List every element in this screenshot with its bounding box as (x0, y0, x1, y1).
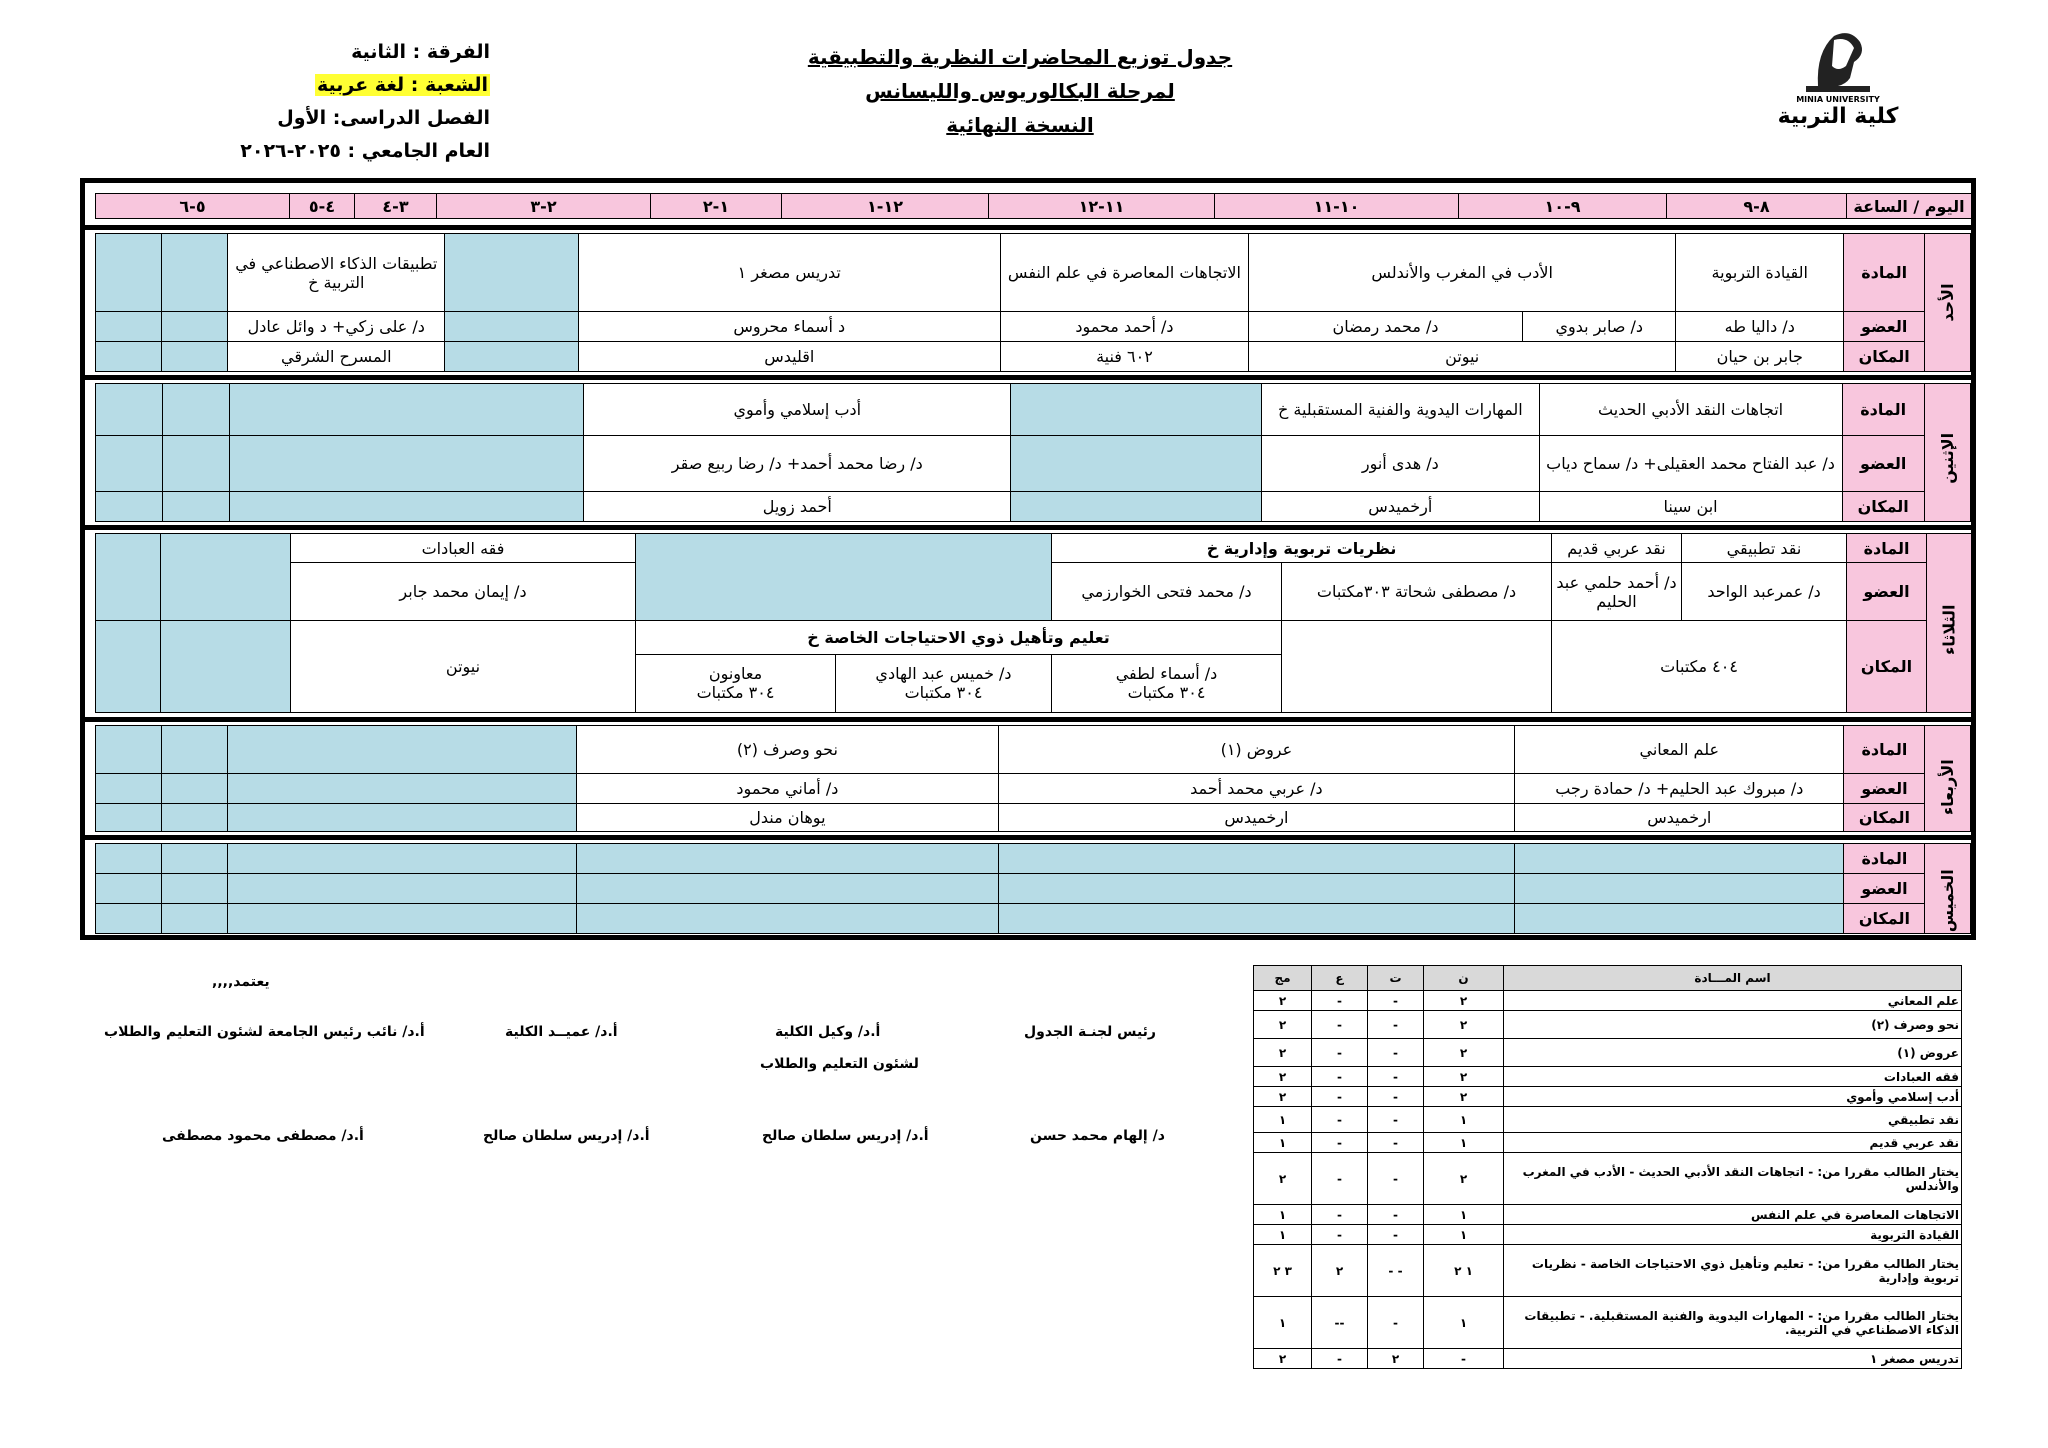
wednesday-subject-3: نحو وصرف (٢) (577, 726, 998, 774)
course-cell-a: - (1312, 1039, 1368, 1067)
row-label-subject: المادة (1847, 534, 1927, 563)
sunday-place-4: اقليدس (578, 342, 1001, 372)
course-cell-name: علم المعاني (1504, 991, 1962, 1011)
empty-cell (161, 621, 291, 713)
empty-cell (1011, 436, 1262, 492)
monday-subject-2: المهارات اليدوية والفنية المستقبلية خ (1262, 384, 1539, 436)
sunday-place-2: نيوتن (1248, 342, 1676, 372)
course-cell-a: - (1312, 1133, 1368, 1153)
course-cell-a: - (1312, 1087, 1368, 1107)
empty-cell (1011, 492, 1262, 522)
row-label-member: العضو (1842, 436, 1924, 492)
empty-cell (229, 384, 583, 436)
empty-cell (96, 874, 162, 904)
course-cell-n: ١ (1424, 1225, 1504, 1245)
hour-slot: ٨-٩ (1667, 194, 1847, 219)
signer-2: أ.د/ إدريس سلطان صالح (762, 1128, 929, 1144)
course-cell-t: - (1368, 1067, 1424, 1087)
course-cell-n: ٢ (1424, 1067, 1504, 1087)
committee-label: رئيس لجنـة الجدول (1024, 1024, 1156, 1040)
hour-slot: ١٠-١١ (1215, 194, 1459, 219)
monday-block (95, 383, 1971, 522)
course-cell-sum: ١ (1254, 1133, 1312, 1153)
empty-cell (161, 874, 227, 904)
empty-cell (1011, 384, 1262, 436)
course-cell-sum: ٢ (1254, 991, 1312, 1011)
approve-label: يعتمد,,,, (212, 974, 270, 990)
thursday-block (95, 843, 1971, 934)
empty-cell (636, 534, 1052, 621)
course-cell-n: ٢ (1424, 1039, 1504, 1067)
course-cell-name: نقد تطبيقي (1504, 1107, 1962, 1133)
semester-label: الفصل الدراسى: الأول (277, 107, 490, 129)
sunday-member-3: د/ أحمد محمود (1001, 312, 1249, 342)
day-sunday: الأحد (1925, 234, 1971, 372)
empty-cell (1515, 874, 1844, 904)
col-header-n: ن (1424, 966, 1504, 991)
empty-cell (229, 436, 583, 492)
monday-subject-1: اتجاهات النقد الأدبي الحديث (1539, 384, 1842, 436)
monday-member-2: د/ هدى أنور (1262, 436, 1539, 492)
course-cell-a: ٢ (1312, 1245, 1368, 1297)
header-info (230, 36, 490, 168)
empty-cell (96, 234, 162, 312)
course-row (1254, 1297, 1962, 1349)
course-cell-name: نحو وصرف (٢) (1504, 1011, 1962, 1039)
course-row (1254, 1225, 1962, 1245)
sunday-member-2a: د/ صابر بدوي (1523, 312, 1676, 342)
empty-cell (1282, 621, 1552, 713)
schedule-grid (80, 178, 1976, 940)
year-label: العام الجامعي : ٢٠٢٥-٢٠٢٦ (240, 140, 490, 162)
course-cell-name: نقد عربي قديم (1504, 1133, 1962, 1153)
empty-cell (161, 804, 227, 832)
course-row (1254, 1133, 1962, 1153)
course-cell-t: - (1368, 1225, 1424, 1245)
group-label: الفرقة : الثانية (351, 41, 490, 63)
row-label-subject: المادة (1844, 726, 1925, 774)
sunday-member-5: د/ على زكي+ د وائل عادل (228, 312, 445, 342)
tuesday-subject-4: فقه العبادات (291, 534, 636, 563)
empty-cell (227, 904, 576, 934)
row-label-member: العضو (1844, 774, 1925, 804)
sunday-place-5: المسرح الشرقي (228, 342, 445, 372)
course-cell-name: يختار الطالب مقررا من: - اتجاهات النقد الأدبي الحديث - الأدب في المغرب والأندلس (1504, 1153, 1962, 1205)
sunday-subject-5: تطبيقات الذكاء الاصطناعي في التربية خ (228, 234, 445, 312)
course-cell-n: ١ (1424, 1133, 1504, 1153)
empty-cell (96, 726, 162, 774)
monday-member-3: د/ رضا محمد أحمد+ د/ رضا ربيع صقر (584, 436, 1011, 492)
col-header-t: ت (1368, 966, 1424, 991)
empty-cell (998, 904, 1515, 934)
course-cell-name: تدريس مصغر ١ (1504, 1349, 1962, 1369)
vice-dean-label: أ.د/ وكيل الكلية (775, 1024, 881, 1040)
course-cell-name: عروض (١) (1504, 1039, 1962, 1067)
row-label-subject: المادة (1844, 844, 1925, 874)
tuesday-subject-1: نقد تطبيقي (1682, 534, 1847, 563)
course-cell-a: - (1312, 991, 1368, 1011)
course-cell-t: - (1368, 1107, 1424, 1133)
course-cell-a: -- (1312, 1297, 1368, 1349)
tuesday-place-4: نيوتن (291, 621, 636, 713)
course-row (1254, 1205, 1962, 1225)
tuesday-place-1: ٤٠٤ مكتبات (1552, 621, 1847, 713)
tuesday-member-1: د/ عمرعبد الواحد (1682, 563, 1847, 621)
tuesday-subject-3: نظريات تربوية وإدارية خ (1052, 534, 1552, 563)
course-cell-name: القيادة التربوية (1504, 1225, 1962, 1245)
tuesday-member-3b: د/ محمد فتحى الخوارزمي (1052, 563, 1282, 621)
course-cell-n: ١ (1424, 1297, 1504, 1349)
course-row (1254, 1067, 1962, 1087)
course-cell-t: - (1368, 1297, 1424, 1349)
row-label-member: العضو (1844, 312, 1925, 342)
course-cell-sum: ١ (1254, 1225, 1312, 1245)
empty-cell (96, 844, 162, 874)
course-cell-n: ٢ (1424, 991, 1504, 1011)
title-line-1: جدول توزيع المحاضرات النظرية والتطبيقية (807, 45, 1233, 69)
empty-cell (96, 621, 161, 713)
row-label-place: المكان (1844, 342, 1925, 372)
sunday-subject-4: تدريس مصغر ١ (578, 234, 1001, 312)
empty-cell (96, 384, 163, 436)
empty-cell (445, 342, 578, 372)
row-label-place: المكان (1847, 621, 1927, 713)
course-row (1254, 1039, 1962, 1067)
course-cell-n: ٢ (1424, 1011, 1504, 1039)
sunday-block (95, 233, 1971, 372)
empty-cell (96, 904, 162, 934)
course-cell-a: - (1312, 1067, 1368, 1087)
empty-cell (162, 384, 229, 436)
sunday-member-2b: د/ محمد رمضان (1248, 312, 1522, 342)
empty-cell (577, 874, 998, 904)
wednesday-member-3: د/ أماني محمود (577, 774, 998, 804)
wednesday-member-1: د/ مبروك عبد الحليم+ د/ حمادة رجب (1515, 774, 1844, 804)
empty-cell (1515, 844, 1844, 874)
course-cell-sum: ٢ (1254, 1153, 1312, 1205)
tuesday-block (95, 533, 1972, 713)
courses-table (1253, 965, 1962, 1369)
tuesday-special-group-2: د/ خميس عبد الهادي ٣٠٤ مكتبات (836, 654, 1052, 712)
col-header-name: اسم المـــادة (1504, 966, 1962, 991)
empty-cell (96, 534, 161, 621)
course-cell-a: - (1312, 1107, 1368, 1133)
monday-member-1: د/ عبد الفتاح محمد العقيلى+ د/ سماح دياب (1539, 436, 1842, 492)
course-cell-sum: ٢ (1254, 1011, 1312, 1039)
course-cell-a: - (1312, 1153, 1368, 1205)
wednesday-subject-2: عروض (١) (998, 726, 1515, 774)
tuesday-member-2: د/ أحمد حلمي عبد الحليم (1552, 563, 1682, 621)
course-cell-name: فقه العبادات (1504, 1067, 1962, 1087)
course-cell-t: - - (1368, 1245, 1424, 1297)
wednesday-block (95, 725, 1971, 832)
course-cell-sum: ٣ ٢ (1254, 1245, 1312, 1297)
wednesday-member-2: د/ عربي محمد أحمد (998, 774, 1515, 804)
monday-place-1: ابن سينا (1539, 492, 1842, 522)
empty-cell (227, 804, 576, 832)
empty-cell (96, 492, 163, 522)
title-line-3: النسخة النهائية (946, 113, 1094, 137)
hour-slot: ١٢-١ (782, 194, 989, 219)
empty-cell (161, 774, 227, 804)
course-cell-t: - (1368, 1087, 1424, 1107)
course-cell-sum: ٢ (1254, 1087, 1312, 1107)
col-header-a: ع (1312, 966, 1368, 991)
wednesday-place-1: ارخميدس (1515, 804, 1844, 832)
course-row (1254, 991, 1962, 1011)
empty-cell (227, 726, 576, 774)
wednesday-place-2: ارخميدس (998, 804, 1515, 832)
sunday-subject-1: القيادة التربوية (1676, 234, 1844, 312)
university-logo (1788, 22, 1888, 104)
hour-slot: ٤-٥ (290, 194, 355, 219)
course-row (1254, 1087, 1962, 1107)
empty-cell (161, 844, 227, 874)
hour-slot: ١-٢ (651, 194, 782, 219)
row-label-member: العضو (1844, 874, 1925, 904)
tuesday-member-4: د/ إيمان محمد جابر (291, 563, 636, 621)
course-row (1254, 1245, 1962, 1297)
empty-cell (96, 342, 162, 372)
day-thursday: الخميس (1925, 844, 1971, 934)
tuesday-special-group-3: معاونون ٣٠٤ مكتبات (636, 654, 836, 712)
course-cell-name: يختار الطالب مقررا من: - تعليم وتأهيل ذوي الاحتياجات الخاصة - نظريات تربوية وإدارية (1504, 1245, 1962, 1297)
signer-3: أ.د/ إدريس سلطان صالح (483, 1128, 650, 1144)
empty-cell (227, 874, 576, 904)
empty-cell (162, 436, 229, 492)
row-label-member: العضو (1847, 563, 1927, 621)
row-label-subject: المادة (1842, 384, 1924, 436)
course-cell-name: أدب إسلامي وأموي (1504, 1087, 1962, 1107)
empty-cell (227, 844, 576, 874)
course-cell-sum: ١ (1254, 1297, 1312, 1349)
course-cell-t: ٢ (1368, 1349, 1424, 1369)
empty-cell (96, 312, 162, 342)
course-cell-sum: ١ (1254, 1107, 1312, 1133)
course-cell-a: - (1312, 1011, 1368, 1039)
college-name: كلية التربية (1777, 104, 1899, 129)
course-cell-t: - (1368, 1153, 1424, 1205)
row-label-place: المكان (1842, 492, 1924, 522)
empty-cell (161, 726, 227, 774)
hour-slot: ٩-١٠ (1459, 194, 1667, 219)
course-cell-t: - (1368, 1039, 1424, 1067)
empty-cell (162, 312, 228, 342)
empty-cell (445, 312, 578, 342)
sunday-subject-3: الاتجاهات المعاصرة في علم النفس (1001, 234, 1249, 312)
empty-cell (162, 342, 228, 372)
course-cell-n: ٢ (1424, 1153, 1504, 1205)
course-cell-a: - (1312, 1205, 1368, 1225)
day-wednesday: الأربعاء (1925, 726, 1971, 832)
empty-cell (96, 436, 163, 492)
sunday-place-1: جابر بن حيان (1676, 342, 1844, 372)
tuesday-special-group-1: د/ أسماء لطفي ٣٠٤ مكتبات (1052, 654, 1282, 712)
empty-cell (162, 492, 229, 522)
tuesday-member-3a: د/ مصطفى شحاتة ٣٠٣مكتبات (1282, 563, 1552, 621)
wednesday-subject-1: علم المعاني (1515, 726, 1844, 774)
course-cell-n: ٢ (1424, 1087, 1504, 1107)
sunday-subject-2: الأدب في المغرب والأندلس (1248, 234, 1676, 312)
branch-label: الشعبة : لغة عربية (316, 74, 488, 96)
row-label-place: المكان (1844, 804, 1925, 832)
course-row (1254, 1107, 1962, 1133)
course-cell-n: ١ (1424, 1205, 1504, 1225)
tuesday-special-subject: تعليم وتأهيل ذوي الاحتياجات الخاصة خ (636, 621, 1282, 655)
hour-slot: ١١-١٢ (989, 194, 1215, 219)
empty-cell (998, 874, 1515, 904)
university-vice-label: أ.د/ نائب رئيس الجامعة لشئون التعليم والطلاب (104, 1024, 425, 1040)
empty-cell (161, 534, 291, 621)
empty-cell (577, 844, 998, 874)
empty-cell (162, 234, 228, 312)
vice-dean-label-2: لشئون التعليم والطلاب (760, 1056, 919, 1072)
sunday-place-3: ٦٠٢ فنية (1001, 342, 1249, 372)
hour-slot: ٢-٣ (437, 194, 651, 219)
course-cell-sum: ٢ (1254, 1067, 1312, 1087)
day-tuesday: الثلاثاء (1927, 534, 1972, 713)
sunday-member-1: د/ داليا طه (1676, 312, 1844, 342)
course-row (1254, 1153, 1962, 1205)
course-cell-t: - (1368, 1133, 1424, 1153)
row-label-place: المكان (1844, 904, 1925, 934)
course-row (1254, 1349, 1962, 1369)
course-cell-sum: ١ (1254, 1205, 1312, 1225)
course-cell-name: يختار الطالب مقررا من: - المهارات اليدوية والفنية المستقبلية. - تطبيقات الذكاء الاصطناعي في التربية. (1504, 1297, 1962, 1349)
empty-cell (96, 804, 162, 832)
hour-slot: ٣-٤ (355, 194, 437, 219)
tuesday-subject-2: نقد عربي قديم (1552, 534, 1682, 563)
empty-cell (1515, 904, 1844, 934)
course-cell-t: - (1368, 991, 1424, 1011)
empty-cell (445, 234, 578, 312)
course-cell-sum: ٢ (1254, 1039, 1312, 1067)
empty-cell (577, 904, 998, 934)
course-row (1254, 1011, 1962, 1039)
signer-1: د/ إلهام محمد حسن (1030, 1128, 1165, 1144)
course-cell-a: - (1312, 1225, 1368, 1245)
monday-place-2: أرخميدس (1262, 492, 1539, 522)
page-title (760, 40, 1280, 142)
wednesday-place-3: يوهان مندل (577, 804, 998, 832)
corner-label: اليوم / الساعة (1847, 194, 1972, 219)
empty-cell (229, 492, 583, 522)
empty-cell (227, 774, 576, 804)
course-cell-n: ١ (1424, 1107, 1504, 1133)
course-cell-sum: ٢ (1254, 1349, 1312, 1369)
empty-cell (998, 844, 1515, 874)
hours-header (95, 193, 1972, 219)
monday-place-3: أحمد زويل (584, 492, 1011, 522)
empty-cell (161, 904, 227, 934)
col-header-sum: مج (1254, 966, 1312, 991)
dean-label: أ.د/ عميــد الكلية (505, 1024, 618, 1040)
monday-subject-3: أدب إسلامي وأموي (584, 384, 1011, 436)
course-cell-t: - (1368, 1205, 1424, 1225)
title-line-2: لمرحلة البكالوريوس والليسانس (865, 79, 1175, 103)
university-name: MINIA UNIVERSITY (1796, 95, 1880, 104)
empty-cell (96, 774, 162, 804)
course-cell-t: - (1368, 1011, 1424, 1039)
hour-slot: ٥-٦ (96, 194, 290, 219)
course-cell-n: ١ ٢ (1424, 1245, 1504, 1297)
signer-4: أ.د/ مصطفى محمود مصطفى (162, 1128, 364, 1144)
day-monday: الإثنين (1924, 384, 1970, 522)
row-label-subject: المادة (1844, 234, 1925, 312)
course-cell-name: الاتجاهات المعاصرة في علم النفس (1504, 1205, 1962, 1225)
course-cell-n: - (1424, 1349, 1504, 1369)
sunday-member-4: د أسماء محروس (578, 312, 1001, 342)
course-cell-a: - (1312, 1349, 1368, 1369)
